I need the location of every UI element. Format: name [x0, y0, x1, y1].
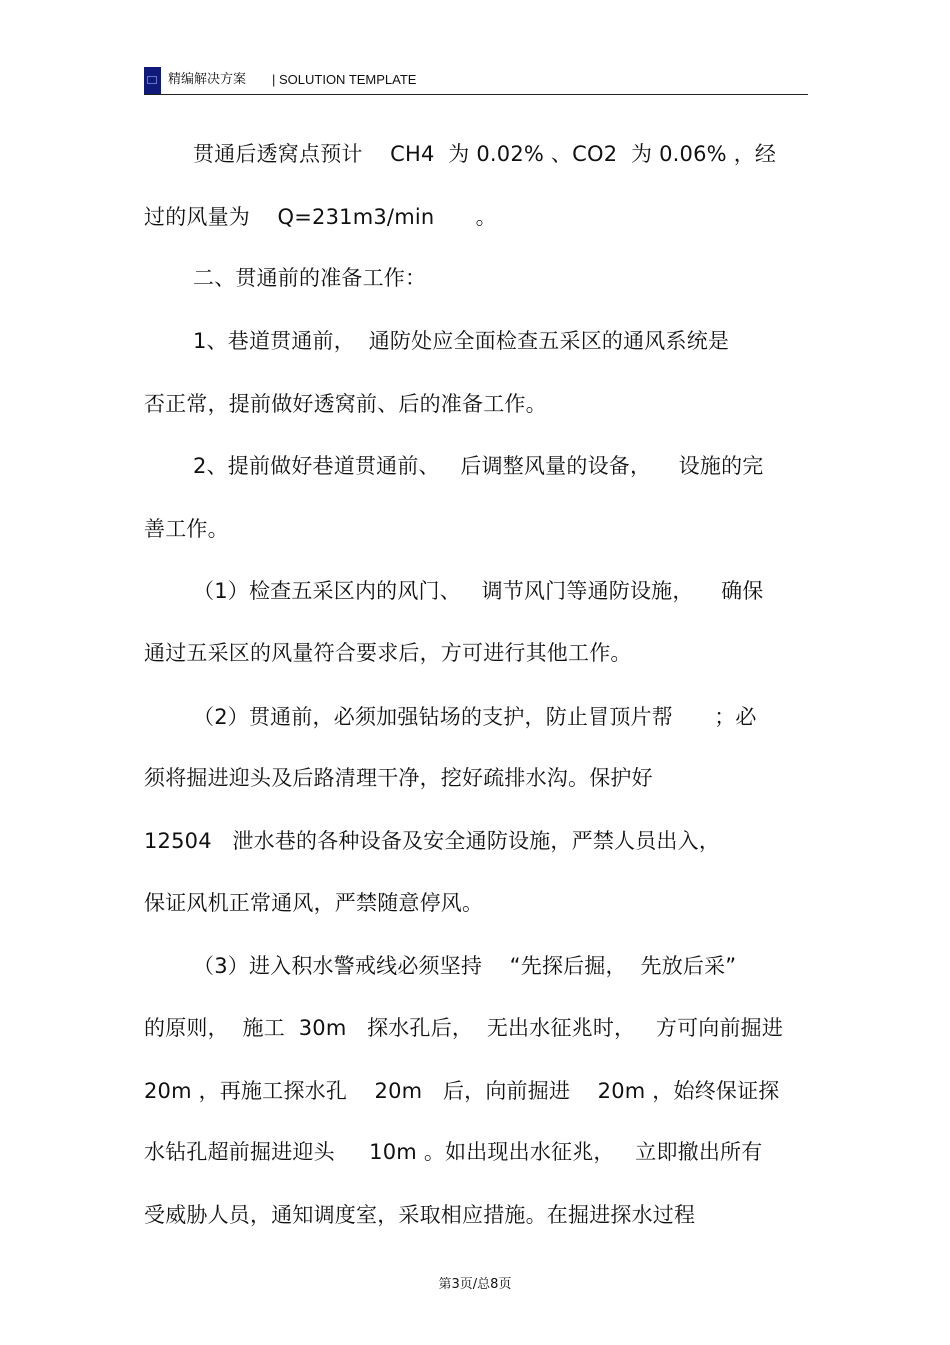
- body-line: 通过五采区的风量符合要求后，方可进行其他工作。: [144, 641, 632, 665]
- body-line: （3）进入积水警戒线必须坚持 “先探后掘， 先放后采”: [193, 954, 737, 978]
- body-line: 受威胁人员，通知调度室，采取相应措施。在掘进探水过程: [144, 1203, 696, 1227]
- body-line: （1）检查五采区内的风门、 调节风门等通防设施， 确保: [193, 579, 764, 603]
- body-line: 2、提前做好巷道贯通前、 后调整风量的设备， 设施的完: [193, 454, 764, 478]
- body-line: 的原则， 施工 30m 探水孔后， 无出水征兆时， 方可向前掘进: [144, 1016, 784, 1040]
- header-subtitle: | SOLUTION TEMPLATE: [272, 72, 417, 87]
- logo-icon: [144, 67, 161, 94]
- page-header: [144, 66, 808, 96]
- body-line: 20m ，再施工探水孔 20m 后，向前掘进 20m ，始终保证探: [144, 1079, 780, 1103]
- body-line: 12504 泄水巷的各种设备及安全通防设施，严禁人员出入，: [144, 829, 721, 853]
- body-line: 须将掘进迎头及后路清理干净，挖好疏排水沟。保护好: [144, 766, 653, 790]
- body-line: （2）贯通前，必须加强钻场的支护，防止冒顶片帮 ；必: [193, 705, 757, 729]
- body-line: 过的风量为 Q=231m3/min 。: [144, 205, 497, 229]
- header-divider: [144, 94, 808, 95]
- header-title: 精编解决方案: [168, 72, 247, 87]
- page-number: 第3页/总8页: [438, 1277, 512, 1292]
- body-line: 二、贯通前的准备工作：: [193, 266, 427, 290]
- body-line: 善工作。: [144, 517, 229, 541]
- body-line: 水钻孔超前掘进迎头 10m 。如出现出水征兆， 立即撤出所有: [144, 1140, 763, 1164]
- body-line: 1、巷道贯通前， 通防处应全面检查五采区的通风系统是: [193, 329, 730, 353]
- body-line: 否正常，提前做好透窝前、后的准备工作。: [144, 392, 547, 416]
- body-line: 保证风机正常通风，严禁随意停风。: [144, 891, 484, 915]
- body-line: 贯通后透窝点预计 CH4 为 0.02% 、CO2 为 0.06% ，经: [193, 142, 777, 166]
